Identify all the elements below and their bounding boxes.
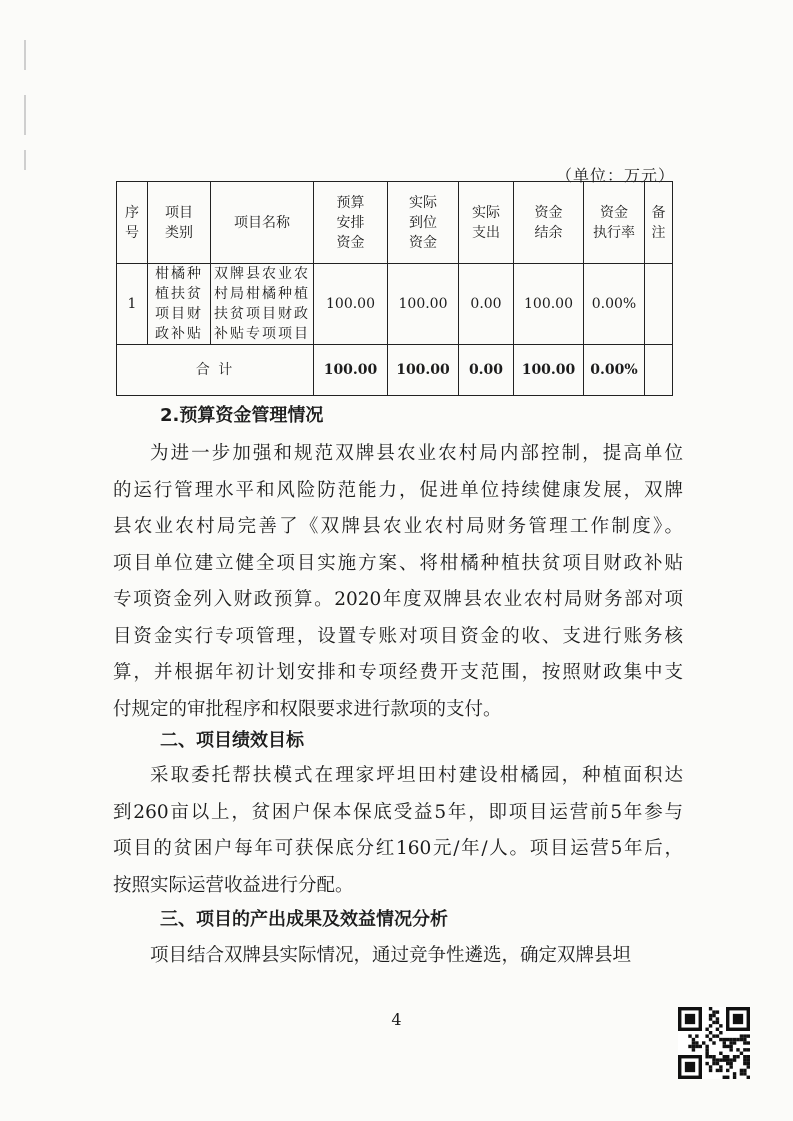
qr-module [733,1055,736,1058]
table-row [117,264,673,345]
qr-module [747,1065,750,1068]
header-line: 资金 [336,234,365,251]
header-line: 实际 [409,194,437,211]
table-header-cell [584,182,645,264]
qr-module [729,1062,732,1065]
header-line: 注 [651,224,666,241]
cell-category [148,264,211,345]
qr-module [692,1038,695,1041]
qr-module [733,1041,736,1044]
qr-module [723,1055,726,1058]
table-header-cell [645,182,673,264]
table-header-cell [314,182,388,264]
qr-module [712,1041,715,1044]
qr-module [692,1045,695,1048]
qr-module [726,1058,729,1061]
qr-module [733,1058,736,1061]
qr-module [719,1065,722,1068]
qr-module [719,1038,722,1041]
qr-module [719,1058,722,1061]
paragraph-line: 县农业农村局完善了《双牌县农业农村局财务管理工作制度》。 [113,516,683,537]
qr-module [699,1045,702,1048]
cell-balance: 100.00 [514,264,584,345]
category-line: 植扶贫 [155,286,203,302]
qr-module [709,1007,712,1010]
qr-module [736,1048,739,1051]
qr-module [747,1048,750,1051]
table-header-row [117,182,673,264]
cell-received: 100.00 [388,264,459,345]
header-line: 预算 [336,194,365,211]
qr-module [733,1014,743,1024]
qr-module [705,1034,708,1037]
paragraph-line: 的运行管理水平和风险防范能力，促进单位持续健康发展，双牌 [113,479,683,501]
qr-module [740,1072,743,1075]
qr-module [695,1034,698,1037]
qr-module [716,1010,719,1013]
qr-module [716,1017,719,1020]
section-body-budget-management [113,436,683,728]
qr-module [743,1055,746,1058]
qr-module [705,1052,708,1055]
section-title-budget-management: 2.预算资金管理情况 [160,405,324,426]
header-line: 号 [125,224,139,241]
header-line: 项目名称 [234,214,290,231]
qr-module [726,1076,729,1079]
qr-module [716,1021,719,1024]
qr-module [709,1055,712,1058]
paragraph-line: 付规定的审批程序和权限要求进行款项的支付。 [113,698,502,720]
qr-module [719,1069,722,1072]
qr-module [709,1017,712,1020]
qr-module [747,1041,750,1044]
qr-module [716,1062,719,1065]
qr-module [733,1072,736,1075]
total-balance: 100.00 [514,345,584,396]
table-header-cell [388,182,459,264]
qr-module [743,1072,746,1075]
section-body-output-analysis [113,938,683,975]
header-line: 备 [651,204,666,221]
qr-module [719,1052,722,1055]
header-line: 项目 [165,204,193,221]
qr-module [719,1024,722,1027]
qr-module [740,1038,743,1041]
header-line: 类别 [165,224,193,241]
qr-module [743,1034,746,1037]
qr-module [716,1069,719,1072]
scan-edge-mark [24,40,26,70]
paragraph-line: 为进一步加强和规范双牌县农业农村局内部控制，提高单位 [150,443,683,464]
category-line: 项目财 [155,306,203,322]
unit-note: （单位：万元） [555,166,675,185]
header-line: 结余 [534,224,563,241]
qr-module [729,1065,732,1068]
cell-note [645,264,673,345]
qr-module [743,1062,746,1065]
qr-module [719,1031,722,1034]
qr-module [716,1028,719,1031]
qr-module [743,1038,746,1041]
cell-spent: 0.00 [459,264,514,345]
qr-module [729,1058,732,1061]
qr-module [712,1014,715,1017]
header-line: 安排 [336,214,365,231]
scan-edge-mark [24,95,26,135]
qr-module [709,1038,712,1041]
header-line: 支出 [472,224,500,241]
qr-module [712,1010,715,1013]
project-name-line: 村局柑橘种植 [214,286,310,302]
qr-code-icon [678,1007,750,1079]
paragraph-line: 项目结合双牌县实际情况，通过竞争性遴选，确定双牌县坦 [150,945,632,966]
qr-module [723,1045,726,1048]
total-budget: 100.00 [314,345,388,396]
qr-module [726,1069,729,1072]
qr-module [729,1041,732,1044]
paragraph-line: 按照实际运营收益进行分配。 [113,874,354,896]
table-header-cell [117,182,148,264]
paragraph-line: 到260亩以上，贫困户保本保底受益5年，即项目运营前5年参与 [113,801,683,823]
qr-module [723,1076,726,1079]
qr-module [736,1038,739,1041]
header-line: 序 [125,204,139,221]
qr-module [740,1052,743,1055]
qr-module [695,1041,698,1044]
qr-module [740,1034,743,1037]
cell-project-name [211,264,314,345]
paragraph-line: 算，并根据年初计划安排和专项经费开支范围，按照财政集中支 [113,662,683,683]
qr-module [740,1069,743,1072]
qr-module [729,1038,732,1041]
qr-module [712,1062,715,1065]
qr-module [688,1045,691,1048]
qr-module [747,1062,750,1065]
paragraph-line: 项目单位建立健全项目实施方案、将柑橘种植扶贫项目财政补贴 [113,552,683,574]
cell-rate: 0.00% [584,264,645,345]
qr-module [716,1058,719,1061]
paragraph-line: 专项资金列入财政预算。2020年度双牌县农业农村局财务部对项 [113,589,683,610]
qr-module [747,1076,750,1079]
qr-module [712,1058,715,1061]
header-line: 实际 [472,204,500,221]
qr-module [726,1045,729,1048]
qr-module [743,1058,746,1061]
qr-module [709,1024,712,1027]
qr-module [709,1014,712,1017]
scan-edge-mark [24,150,26,170]
qr-module [709,1065,712,1068]
qr-module [736,1055,739,1058]
qr-module [733,1076,736,1079]
qr-module [705,1028,708,1031]
qr-module [685,1062,695,1072]
total-received: 100.00 [388,345,459,396]
table-total-row [117,345,673,396]
qr-module [729,1048,732,1051]
total-label: 合 计 [117,345,314,396]
qr-module [723,1041,726,1044]
category-line: 柑橘种 [155,266,203,282]
cell-budget: 100.00 [314,264,388,345]
section-title-output-analysis: 三、项目的产出成果及效益情况分析 [160,909,448,930]
section-title-performance-goals: 二、项目绩效目标 [160,730,304,751]
qr-module [726,1062,729,1065]
qr-module [723,1038,726,1041]
paragraph-line: 项目的贫困户每年可获保底分红160元/年/人。项目运营5年后， [113,838,683,859]
section-body-performance-goals [113,758,683,904]
budget-table [116,181,673,396]
qr-module [747,1058,750,1061]
qr-module [716,1034,719,1037]
qr-module [709,1031,712,1034]
table-header-cell [211,182,314,264]
qr-module [705,1062,708,1065]
qr-module [688,1034,691,1037]
qr-module [705,1055,708,1058]
category-line: 政补贴 [155,326,203,342]
project-name-line: 补贴专项项目 [214,326,310,342]
qr-module [712,1034,715,1037]
qr-module [726,1038,729,1041]
total-rate: 0.00% [584,345,645,396]
qr-module [747,1055,750,1058]
qr-module [692,1048,695,1051]
qr-module [747,1034,750,1037]
qr-module [702,1041,705,1044]
header-line: 资金 [600,204,628,221]
header-line: 到位 [409,214,437,231]
qr-module [712,1021,715,1024]
qr-module [709,1069,712,1072]
project-name-line: 扶贫项目财政 [214,306,310,322]
qr-module [685,1014,695,1024]
page-number: 4 [391,1010,402,1029]
header-line: 资金 [534,204,563,221]
project-name-line: 双牌县农业农 [214,266,310,282]
header-line: 资金 [409,234,437,251]
paragraph-line: 采取委托帮扶模式在理家坪坦田村建设柑橘园，种植面积达 [150,765,683,786]
table-header-cell [148,182,211,264]
qr-module [743,1069,746,1072]
header-line: 执行率 [593,224,635,241]
qr-module [712,1055,715,1058]
qr-module [695,1045,698,1048]
qr-module [726,1055,729,1058]
qr-module [743,1041,746,1044]
table-header-cell [514,182,584,264]
qr-module [733,1038,736,1041]
cell-seq: 1 [117,264,148,345]
total-note [645,345,673,396]
qr-module [705,1045,708,1048]
qr-module [723,1058,726,1061]
qr-module [729,1045,732,1048]
qr-module [705,1048,708,1051]
qr-module [692,1041,695,1044]
table-header-cell [459,182,514,264]
paragraph-line: 目资金实行专项管理，设置专账对项目资金的收、支进行账务核 [113,625,683,647]
qr-module [743,1048,746,1051]
total-spent: 0.00 [459,345,514,396]
